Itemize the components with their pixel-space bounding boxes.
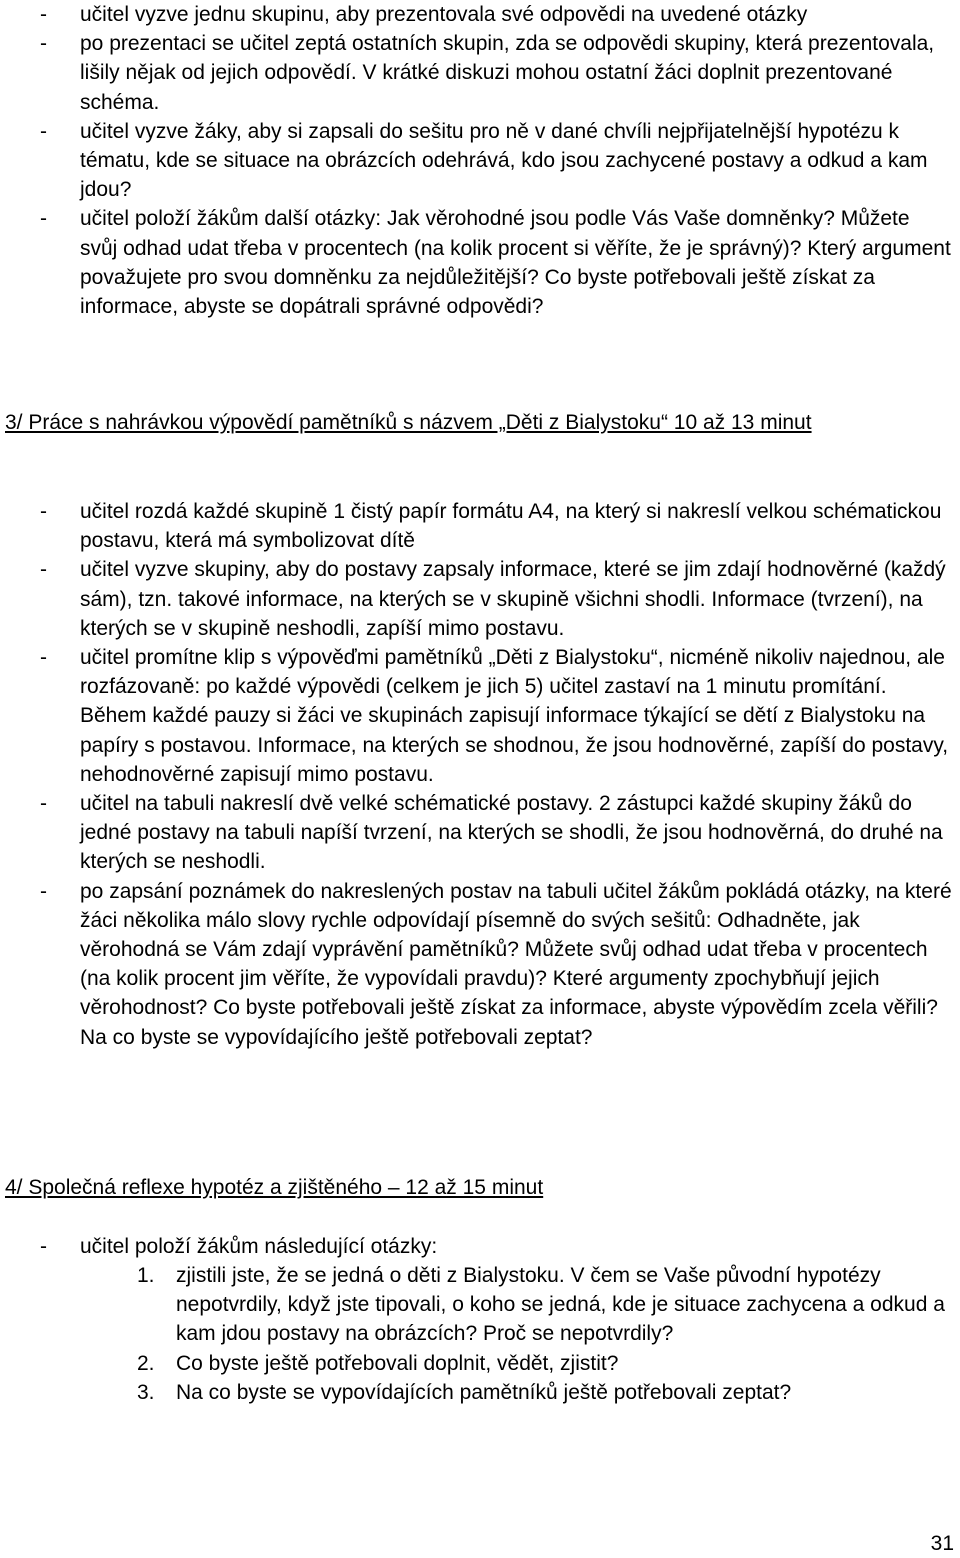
list-dash: - [40, 500, 47, 523]
section-4-numbered-list [0, 1261, 960, 1407]
numbered-item [0, 1378, 960, 1407]
list-item-text: učitel vyzve jednu skupinu, aby prezentovala své odpovědi na uvedené otázky [80, 3, 808, 26]
list-item-text: učitel rozdá každé skupině 1 čistý papír formátu A4, na který si nakreslí velkou schématickou postavu, která má symbolizovat dítě [80, 500, 942, 553]
list-dash: - [40, 879, 47, 903]
list-dash: - [40, 3, 47, 26]
list-dash: - [40, 646, 47, 670]
item-number: 1. [137, 1264, 155, 1287]
continued-activity-list [0, 0, 960, 321]
list-item-text: učitel vyzve skupiny, aby do postavy zapsaly informace, které se jim zdají hodnověrné (každý sám), tzn. takové informace, na kterých se v skupině všichni shodli. Informace (tvrzení), na kterých se v skupině neshodli, zapíší mimo postavu. [80, 558, 946, 640]
list-item [0, 0, 960, 29]
list-item [0, 643, 960, 789]
numbered-item-text: zjistili jste, že se jedná o děti z Bialystoku. V čem se Vaše původní hypotézy nepotvrdily, když jste tipovali, o koho se jedná, kde je situace zachycena a odkud a kam jdou postavy na obrázcích? Proč se nepotvrdily? [176, 1264, 945, 1346]
list-dash: - [40, 32, 47, 56]
list-item [0, 1232, 960, 1261]
list-item [0, 877, 960, 1052]
list-item-text: po prezentaci se učitel zeptá ostatních skupin, zda se odpovědi skupiny, která prezentovala, lišily nějak od jejich odpovědí. V krátké diskuzi mohou ostatní žáci doplnit prezentované schéma. [80, 32, 935, 114]
numbered-item-text: Na co byste se vypovídajících pamětníků ještě potřebovali zeptat? [176, 1380, 792, 1404]
list-item-text: učitel promítne klip s výpověďmi pamětníků „Děti z Bialystoku“, nicméně nikoliv najednou, ale rozfázovaně: po každé výpovědi (celkem je jich 5) učitel zastaví na 1 minutu promítání. Během každé pauzy si žáci ve skupinách zapisují informace týkající se dětí z Bialystoku na papíry s postavou. Informace, na kterých se shodnou, že jsou hodnověrné, zapíší do postavy, nehodnověrné zapisují mimo postavu. [80, 646, 949, 786]
list-dash: - [40, 1235, 47, 1258]
list-item [0, 117, 960, 205]
list-dash: - [40, 558, 47, 582]
page-number: 31 [930, 1532, 954, 1555]
list-dash: - [40, 119, 47, 143]
item-number: 3. [137, 1380, 155, 1404]
list-item [0, 204, 960, 321]
item-number: 2. [137, 1351, 155, 1375]
list-item [0, 789, 960, 877]
list-item-text: učitel položí žákům další otázky: Jak věrohodné jsou podle Vás Vaše domněnky? Můžete svůj odhad udat třeba v procentech (na kolik procent si věříte, že je správný)? Který argument považujete pro svou domněnku za nejdůležitější? Co byste potřebovali ještě získat za informace, abyste se dopátrali správné odpovědi? [80, 207, 951, 319]
section-3-heading: 3/ Práce s nahrávkou výpovědí pamětníků s názvem „Děti z Bialystoku“ 10 až 13 minut [5, 411, 812, 434]
list-item-text: učitel na tabuli nakreslí dvě velké schématické postavy. 2 zástupci každé skupiny žáků do jedné postavy na tabuli napíší tvrzení, na kterých se shodli, že jsou hodnověrná, do druhé na kterých se neshodli. [80, 792, 943, 874]
numbered-item [0, 1261, 960, 1349]
numbered-item [0, 1349, 960, 1378]
list-item [0, 29, 960, 117]
numbered-item-text: Co byste ještě potřebovali doplnit, vědět, zjistit? [176, 1351, 619, 1375]
list-item-text: učitel položí žákům následující otázky: [80, 1235, 438, 1258]
section-4-list [0, 1232, 960, 1261]
list-item-text: učitel vyzve žáky, aby si zapsali do sešitu pro ně v dané chvíli nejpřijatelnější hypotézu k tématu, kde se situace na obrázcích odehrává, kdo jsou zachycené postavy a odkud a kam jdou? [80, 119, 928, 202]
list-dash: - [40, 207, 47, 231]
list-item [0, 497, 960, 555]
list-item-text: po zapsání poznámek do nakreslených postav na tabuli učitel žákům pokládá otázky, na které žáci několika málo slovy rychle odpovídají písemně do svých sešitů: Odhadněte, jak věrohodná se Vám zdají vyprávění pamětníků? Můžete svůj odhad udat třeba v procentech (na kolik procent jim věříte, že vypovídali pravdu)? Které argumenty zpochybňují jejich věrohodnost? Co byste potřebovali ještě získat za informace, abyste výpovědím zcela věřili? Na co byste se vypovídajícího ještě potřebovali zeptat? [80, 879, 952, 1049]
section-3-list [0, 497, 960, 1052]
list-item [0, 555, 960, 643]
list-dash: - [40, 792, 47, 816]
section-4-heading: 4/ Společná reflexe hypotéz a zjištěného – 12 až 15 minut [5, 1176, 544, 1199]
